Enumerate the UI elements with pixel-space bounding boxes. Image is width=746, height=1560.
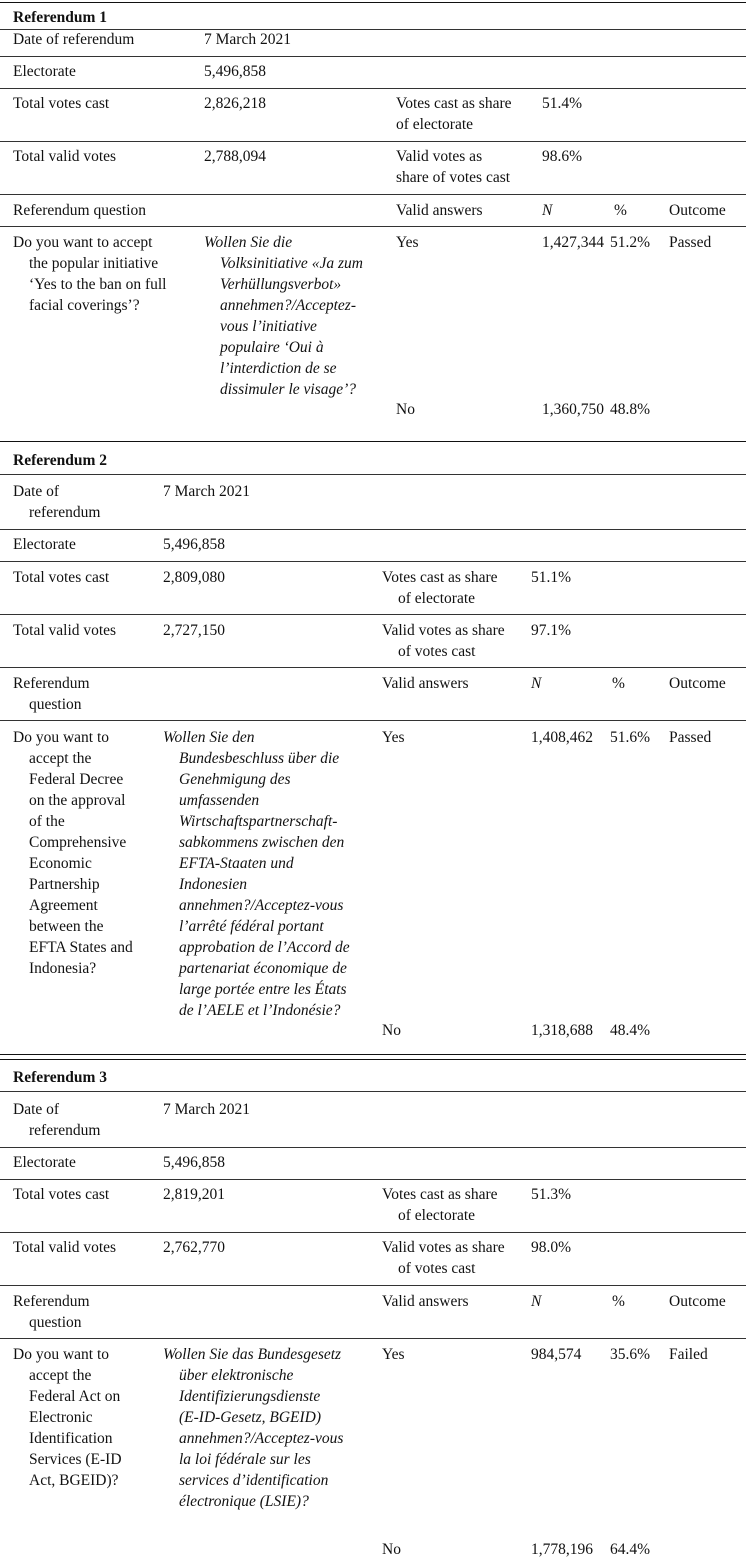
pct-header: % (612, 1293, 625, 1310)
date-value: 7 March 2021 (163, 1101, 250, 1118)
pct-header: % (612, 675, 625, 692)
valid-answers-header: Valid answers (382, 1293, 469, 1310)
n-header: N (542, 202, 553, 219)
no-pct: 48.8% (610, 401, 651, 418)
rule (0, 561, 746, 562)
yes-n: 984,574 (531, 1346, 582, 1363)
valid-share-label: Valid votes as share of votes cast (382, 622, 505, 660)
no-label: No (382, 1541, 401, 1558)
rule (0, 141, 746, 142)
pct-header: % (614, 202, 627, 219)
valid-share-label: Valid votes as share of votes cast (396, 148, 511, 186)
total-valid-value: 2,762,770 (163, 1239, 225, 1256)
outcome-header: Outcome (669, 202, 726, 219)
no-pct: 64.4% (610, 1541, 651, 1558)
date-value: 7 March 2021 (163, 483, 250, 500)
votes-share-value: 51.4% (542, 95, 583, 112)
yes-pct: 35.6% (610, 1346, 651, 1363)
referendum-title: Referendum 1 (13, 9, 107, 26)
date-label: Date of referendum (13, 31, 135, 48)
date-label: Date of referendum (13, 1101, 101, 1139)
total-valid-label: Total valid votes (13, 622, 117, 639)
outcome-value: Passed (669, 234, 712, 251)
rule (0, 529, 746, 530)
question-english: Do you want to accept the Federal Decree on the approval of the Comprehensive Economic Partnership Agreement between the EFTA States and Indonesia? (13, 729, 133, 977)
no-n: 1,318,688 (531, 1022, 593, 1039)
rule (0, 2, 746, 3)
rule (0, 1232, 746, 1233)
rule (0, 56, 746, 57)
rule (0, 226, 746, 227)
question-english: Do you want to accept the Federal Act on Electronic Identification Services (E-ID Act, BGEID)? (13, 1346, 122, 1489)
yes-n: 1,408,462 (531, 729, 593, 746)
rule (0, 1285, 746, 1286)
question-header: Referendum question (13, 1293, 90, 1331)
rule (0, 614, 746, 615)
n-header: N (531, 675, 542, 692)
outcome-value: Passed (669, 729, 712, 746)
total-votes-label: Total votes cast (13, 569, 110, 586)
electorate-label: Electorate (13, 63, 76, 80)
date-value: 7 March 2021 (204, 31, 291, 48)
rule (0, 1179, 746, 1180)
rule (0, 474, 746, 475)
electorate-value: 5,496,858 (204, 63, 266, 80)
yes-n: 1,427,344 (542, 234, 604, 251)
rule (0, 1091, 746, 1092)
electorate-label: Electorate (13, 536, 76, 553)
yes-pct: 51.6% (610, 729, 651, 746)
question-original: Wollen Sie das Bundesgesetz über elektronische Identifizierungsdienste (E-ID-Gesetz, BGEID) annehmen?/Acceptez-vous la loi fédérale sur les services d’identification électronique (LSIE)? (163, 1346, 344, 1510)
total-valid-label: Total valid votes (13, 148, 117, 165)
no-label: No (396, 401, 415, 418)
valid-share-value: 97.1% (531, 622, 572, 639)
total-votes-value: 2,809,080 (163, 569, 225, 586)
valid-share-value: 98.6% (542, 148, 583, 165)
rule (0, 720, 746, 721)
rule (0, 441, 746, 442)
outcome-header: Outcome (669, 1293, 726, 1310)
total-votes-value: 2,826,218 (204, 95, 266, 112)
valid-answers-header: Valid answers (396, 202, 483, 219)
votes-share-label: Votes cast as share of electorate (382, 1186, 498, 1224)
question-english: Do you want to accept the popular initiative ‘Yes to the ban on full facial coverings’? (13, 234, 167, 314)
no-label: No (382, 1022, 401, 1039)
yes-label: Yes (382, 1346, 405, 1363)
electorate-label: Electorate (13, 1154, 76, 1171)
rule (0, 1054, 746, 1055)
votes-share-value: 51.3% (531, 1186, 572, 1203)
electorate-value: 5,496,858 (163, 536, 225, 553)
no-n: 1,360,750 (542, 401, 604, 418)
yes-pct: 51.2% (610, 234, 651, 251)
outcome-value: Failed (669, 1346, 708, 1363)
rule (0, 194, 746, 195)
electorate-value: 5,496,858 (163, 1154, 225, 1171)
total-votes-value: 2,819,201 (163, 1186, 225, 1203)
referendum-title: Referendum 3 (13, 1069, 107, 1086)
total-votes-label: Total votes cast (13, 95, 110, 112)
total-valid-value: 2,788,094 (204, 148, 266, 165)
question-header: Referendum question (13, 202, 147, 219)
valid-answers-header: Valid answers (382, 675, 469, 692)
votes-share-value: 51.1% (531, 569, 572, 586)
no-pct: 48.4% (610, 1022, 651, 1039)
rule (0, 88, 746, 89)
total-valid-label: Total valid votes (13, 1239, 117, 1256)
votes-share-label: Votes cast as share of electorate (382, 569, 498, 607)
referendum-title: Referendum 2 (13, 452, 107, 469)
date-label: Date of referendum (13, 483, 101, 521)
question-original: Wollen Sie den Bundesbeschluss über die Genehmigung des umfassenden Wirtschaftspartnerschaft- sabkommens zwischen den EFTA-Staaten und Indonesien annehmen?/Acceptez-vous l’arrêté fédéral portant approbation de l’Accord de partenariat économique de large portée entre les États de l’AELE et l’Indonésie? (163, 729, 350, 1019)
no-n: 1,778,196 (531, 1541, 593, 1558)
rule (0, 1059, 746, 1060)
n-header: N (531, 1293, 542, 1310)
valid-share-label: Valid votes as share of votes cast (382, 1239, 505, 1277)
rule (0, 667, 746, 668)
rule (0, 1147, 746, 1148)
valid-share-value: 98.0% (531, 1239, 572, 1256)
total-votes-label: Total votes cast (13, 1186, 110, 1203)
yes-label: Yes (396, 234, 419, 251)
outcome-header: Outcome (669, 675, 726, 692)
rule (0, 1338, 746, 1339)
yes-label: Yes (382, 729, 405, 746)
question-header: Referendum question (13, 675, 90, 713)
total-valid-value: 2,727,150 (163, 622, 225, 639)
votes-share-label: Votes cast as share of electorate (396, 95, 512, 133)
question-original: Wollen Sie die Volksinitiative «Ja zum Verhüllungsverbot» annehmen?/Acceptez- vous l’initiative populaire ‘Oui à l’interdiction de se dissimuler le visage’? (204, 234, 363, 398)
